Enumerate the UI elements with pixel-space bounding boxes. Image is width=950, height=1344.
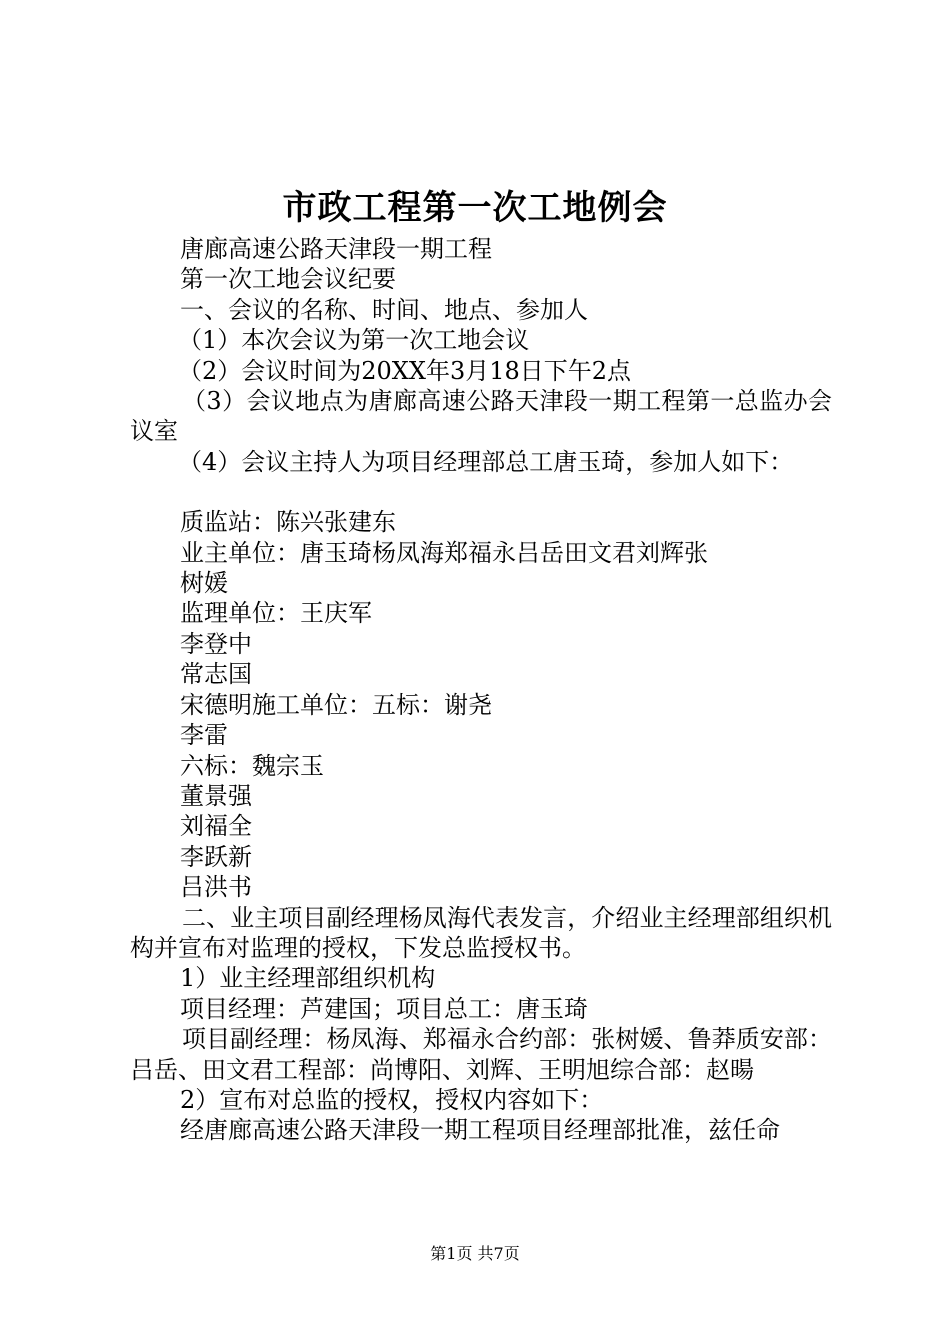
attendee-line: 吕洪书 — [180, 873, 252, 902]
subsection-1-heading: 1）业主经理部组织机构 — [180, 964, 436, 993]
attendee-line: 常志国 — [180, 660, 252, 689]
item-1-line: （1）本次会议为第一次工地会议 — [178, 326, 530, 355]
page-footer: 第1页 共7页 — [430, 1244, 520, 1263]
attendee-line: 质监站：陈兴张建东 — [180, 508, 396, 537]
attendee-line: 六标：魏宗玉 — [180, 751, 324, 780]
attendee-line: 树媛 — [180, 569, 228, 598]
section-one-heading: 一、会议的名称、时间、地点、参加人 — [180, 295, 588, 324]
section-two-paragraph: 二、业主项目副经理杨凤海代表发言，介绍业主经理部组织机构并宣布对监理的授权，下发总监授权书。 — [130, 903, 832, 962]
attendee-line: 宋德明施工单位：五标：谢尧 — [180, 690, 492, 719]
document-body — [130, 234, 832, 1146]
attendee-line: 董景强 — [180, 781, 252, 810]
attendee-line: 李跃新 — [180, 842, 252, 871]
org-line: 项目经理：芦建国；项目总工：唐玉琦 — [180, 994, 588, 1023]
item-3-paragraph: （3）会议地点为唐廊高速公路天津段一期工程第一总监办会议室 — [130, 387, 832, 446]
org-paragraph: 项目副经理：杨凤海、郑福永合约部：张树媛、鲁莽质安部：吕岳、田文君工程部：尚博阳、刘辉、王明旭综合部：赵暘 — [130, 1025, 832, 1084]
document-title: 市政工程第一次工地例会 — [282, 188, 668, 228]
item-4-line: （4）会议主持人为项目经理部总工唐玉琦，参加人如下： — [178, 447, 794, 476]
appointment-line: 经唐廊高速公路天津段一期工程项目经理部批准，兹任命 — [180, 1116, 780, 1145]
minutes-title-line: 第一次工地会议纪要 — [180, 265, 396, 294]
attendee-line: 业主单位：唐玉琦杨凤海郑福永吕岳田文君刘辉张 — [180, 538, 708, 567]
blank-gap — [130, 477, 832, 507]
item-2-line: （2）会议时间为20XX年3月18日下午2点 — [178, 356, 632, 385]
attendee-line: 刘福全 — [180, 812, 252, 841]
attendee-line: 李登中 — [180, 629, 252, 658]
project-name-line: 唐廊高速公路天津段一期工程 — [180, 235, 492, 263]
attendee-line: 李雷 — [180, 721, 228, 750]
attendee-line: 监理单位：王庆军 — [180, 599, 372, 628]
subsection-2-heading: 2）宣布对总监的授权，授权内容如下： — [180, 1085, 604, 1114]
